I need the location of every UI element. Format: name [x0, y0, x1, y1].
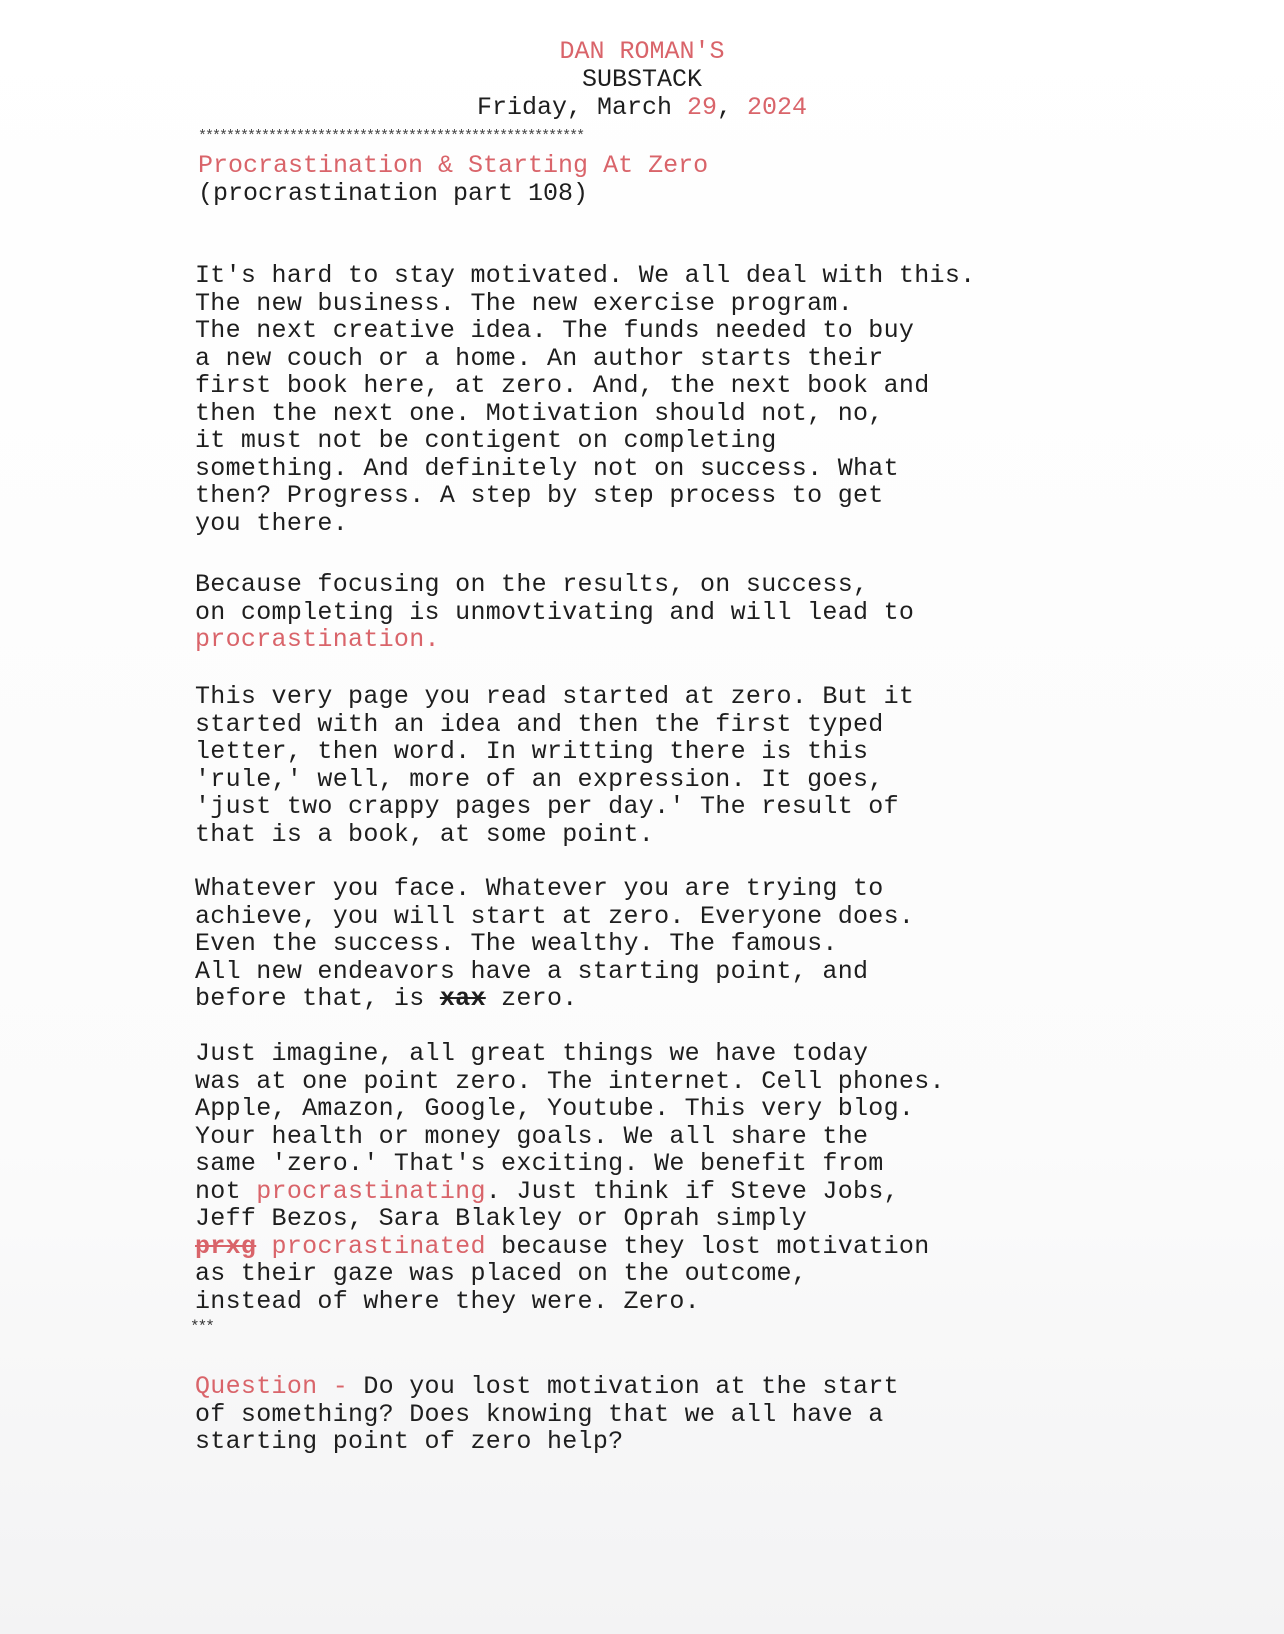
question-text: Do you lost motivation at the start — [363, 1372, 899, 1401]
paragraph-line: that is a book, at some point. — [195, 819, 655, 849]
paragraph-line: instead of where they were. Zero. — [195, 1286, 700, 1316]
paragraph-3 — [195, 683, 914, 848]
paragraph-line: Your health or money goals. We all share the — [195, 1121, 869, 1151]
struck-out-typo: xax — [439, 984, 486, 1013]
question-label: Question — [195, 1372, 318, 1401]
paragraph-line — [195, 985, 914, 1013]
author-name: DAN ROMAN'S — [559, 37, 725, 66]
paragraph-line: It's hard to stay motivated. We all deal with this. — [195, 261, 976, 290]
paragraph-line: The new business. The new exercise program. — [195, 288, 854, 318]
highlighted-word: procrastinating — [256, 1176, 486, 1206]
paragraph-line: then? Progress. A step by step process to get — [195, 481, 884, 510]
paragraph-2 — [195, 571, 914, 654]
end-mark: *** — [190, 1318, 213, 1336]
paragraph-line: as their gaze was placed on the outcome, — [195, 1259, 808, 1288]
paragraph-line: then the next one. Motivation should not, no, — [195, 398, 884, 428]
line-text: before that, is — [195, 984, 440, 1013]
paragraph-4 — [195, 875, 914, 1013]
highlighted-word: procrastination. — [195, 625, 440, 654]
paragraph-line: Jeff Bezos, Sara Blakley or Oprah simply — [195, 1204, 808, 1233]
paragraph-line: started with an idea and then the first typed — [195, 709, 884, 739]
paragraph-line: was at one point zero. The internet. Cell phones. — [195, 1066, 945, 1096]
question-line: of something? Does knowing that we all have a — [195, 1399, 884, 1429]
post-date — [0, 94, 1284, 122]
paragraph-line: Apple, Amazon, Google, Youtube. This very blog. — [195, 1094, 915, 1123]
line-text: because they lost motivation — [485, 1231, 930, 1261]
date-year: 2024 — [747, 93, 808, 122]
paragraph-line: a new couch or a home. An author starts their — [195, 343, 884, 373]
paragraph-line: Whatever you face. Whatever you are trying to — [195, 874, 884, 903]
paragraph-line: on completing is unmovtivating and will lead to — [195, 597, 915, 627]
paragraph-1 — [195, 262, 975, 537]
question-block — [195, 1373, 899, 1456]
paragraph-line: 'just two crappy pages per day.' The result of — [195, 792, 899, 821]
date-comma: , — [717, 93, 748, 122]
post-subtitle: (procrastination part 108) — [198, 179, 589, 208]
post-title: Procrastination & Starting At Zero — [198, 151, 709, 180]
highlighted-word: procrastinated — [271, 1231, 486, 1261]
paragraph-line: All new endeavors have a starting point, and — [195, 956, 869, 986]
paragraph-5 — [195, 1040, 945, 1315]
line-text: not — [195, 1176, 257, 1206]
paragraph-line: 'rule,' well, more of an expression. It goes, — [195, 764, 884, 794]
paragraph-line: it must not be contigent on completing — [195, 426, 777, 455]
paragraph-line: Just imagine, all great things we have today — [195, 1039, 869, 1068]
struck-out-typo: prxg — [195, 1231, 257, 1261]
paragraph-line — [195, 1178, 945, 1206]
publication-name: SUBSTACK — [581, 65, 703, 94]
question-line: starting point of zero help? — [195, 1427, 624, 1456]
paragraph-line: you there. — [195, 508, 349, 538]
paragraph-line: same 'zero.' That's exciting. We benefit from — [195, 1149, 884, 1178]
title-block — [198, 152, 708, 208]
date-day: 29 — [687, 93, 718, 122]
paragraph-line: The next creative idea. The funds needed to buy — [195, 316, 915, 345]
paragraph-line: something. And definitely not on success. What — [195, 453, 899, 483]
paragraph-line — [195, 1233, 945, 1261]
question-dash: - — [317, 1372, 364, 1401]
line-text: . Just think if Steve Jobs, — [485, 1176, 899, 1206]
star-divider: ******************************************************* — [198, 128, 584, 145]
paragraph-line: This very page you read started at zero. But it — [195, 682, 915, 711]
paragraph-line: Even the success. The wealthy. The famous. — [195, 929, 838, 958]
paragraph-line: achieve, you will start at zero. Everyone does. — [195, 901, 915, 931]
paragraph-line: first book here, at zero. And, the next book and — [195, 371, 930, 400]
date-prefix: Friday, March — [476, 93, 687, 122]
question-line — [195, 1373, 899, 1401]
paragraph-line: letter, then word. In writting there is this — [195, 737, 869, 766]
paragraph-line: Because focusing on the results, on success, — [195, 570, 869, 599]
masthead — [0, 38, 1284, 122]
line-text: zero. — [485, 984, 578, 1013]
